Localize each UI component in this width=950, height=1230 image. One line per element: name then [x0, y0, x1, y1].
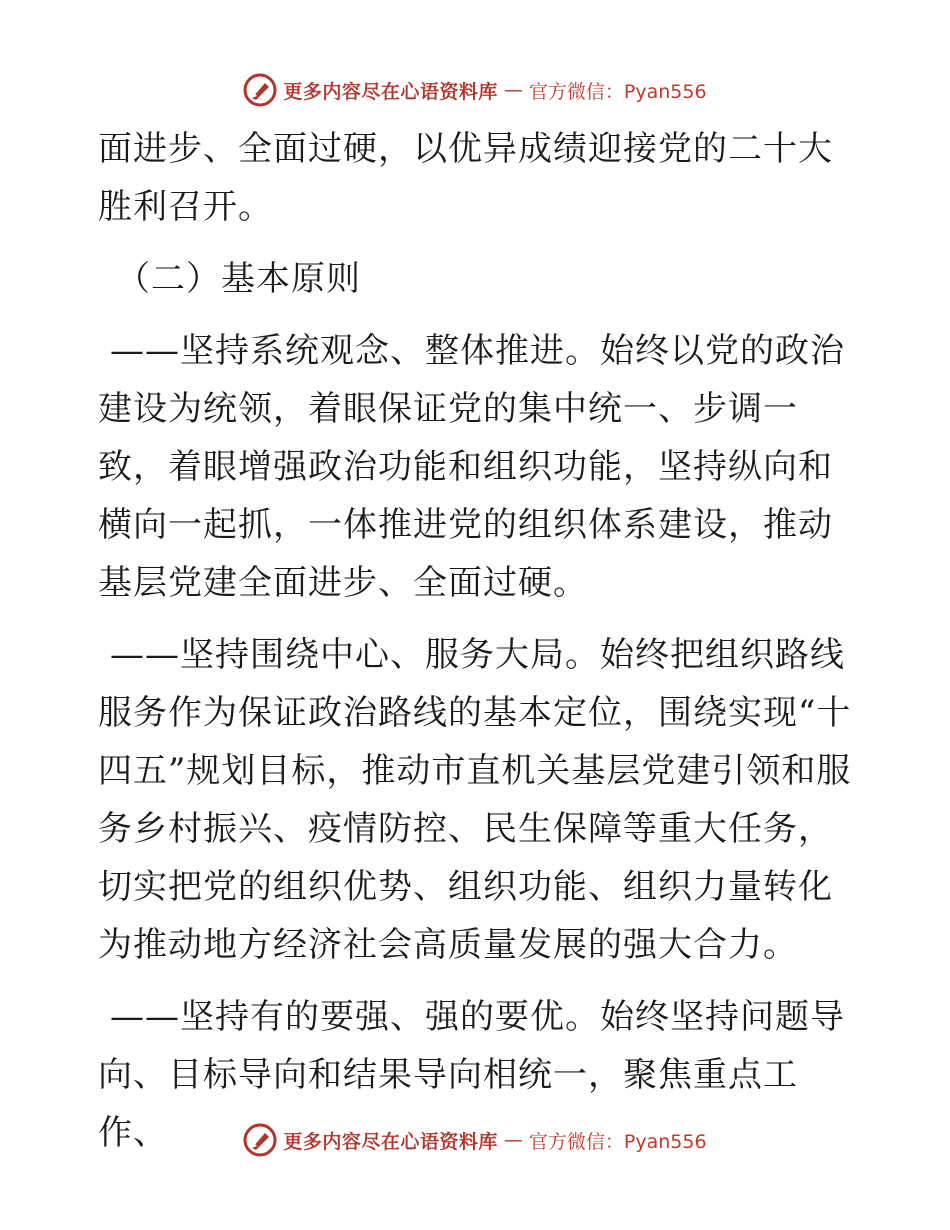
banner-separator: —	[503, 1129, 523, 1151]
pen-nib-logo-icon	[243, 1123, 277, 1157]
header-banner	[0, 70, 950, 110]
footer-banner	[0, 1120, 950, 1160]
banner-promo-text: 更多内容尽在心语资料库	[283, 80, 498, 103]
banner-promo-text: 更多内容尽在心语资料库	[283, 1130, 498, 1153]
intro-paragraph-tail: 面进步、全面过硬，以优异成绩迎接党的二十大胜利召开。	[98, 129, 833, 227]
principle-item: ——坚持围绕中心、服务大局。始终把组织路线服务作为保证政治路线的基本定位，围绕实现“十四五”规划目标，推动市直机关基层党建引领和服务乡村振兴、疫情防控、民生保障等重大任务，切实把党的组织优势、组织功能、组织力量转化为推动地方经济社会高质量发展的强大合力。	[98, 635, 852, 965]
banner-wechat-id: 官方微信：Pyan556	[528, 80, 707, 103]
section-heading: （二）基本原则	[116, 259, 361, 299]
banner-wechat-id: 官方微信：Pyan556	[528, 1130, 707, 1153]
document-body	[98, 120, 854, 1162]
banner-separator: —	[503, 79, 523, 101]
principle-item: ——坚持系统观念、整体推进。始终以党的政治建设为统领，着眼保证党的集中统一、步调一致，着眼增强政治功能和组织功能，坚持纵向和横向一起抓，一体推进党的组织体系建设，推动基层党建全面进步、全面过硬。	[98, 331, 845, 603]
principle-item: ——坚持有的要强、强的要优。始终坚持问题导向、目标导向和结果导向相统一，聚焦重点工作、	[98, 997, 845, 1153]
pen-nib-logo-icon	[243, 73, 277, 107]
